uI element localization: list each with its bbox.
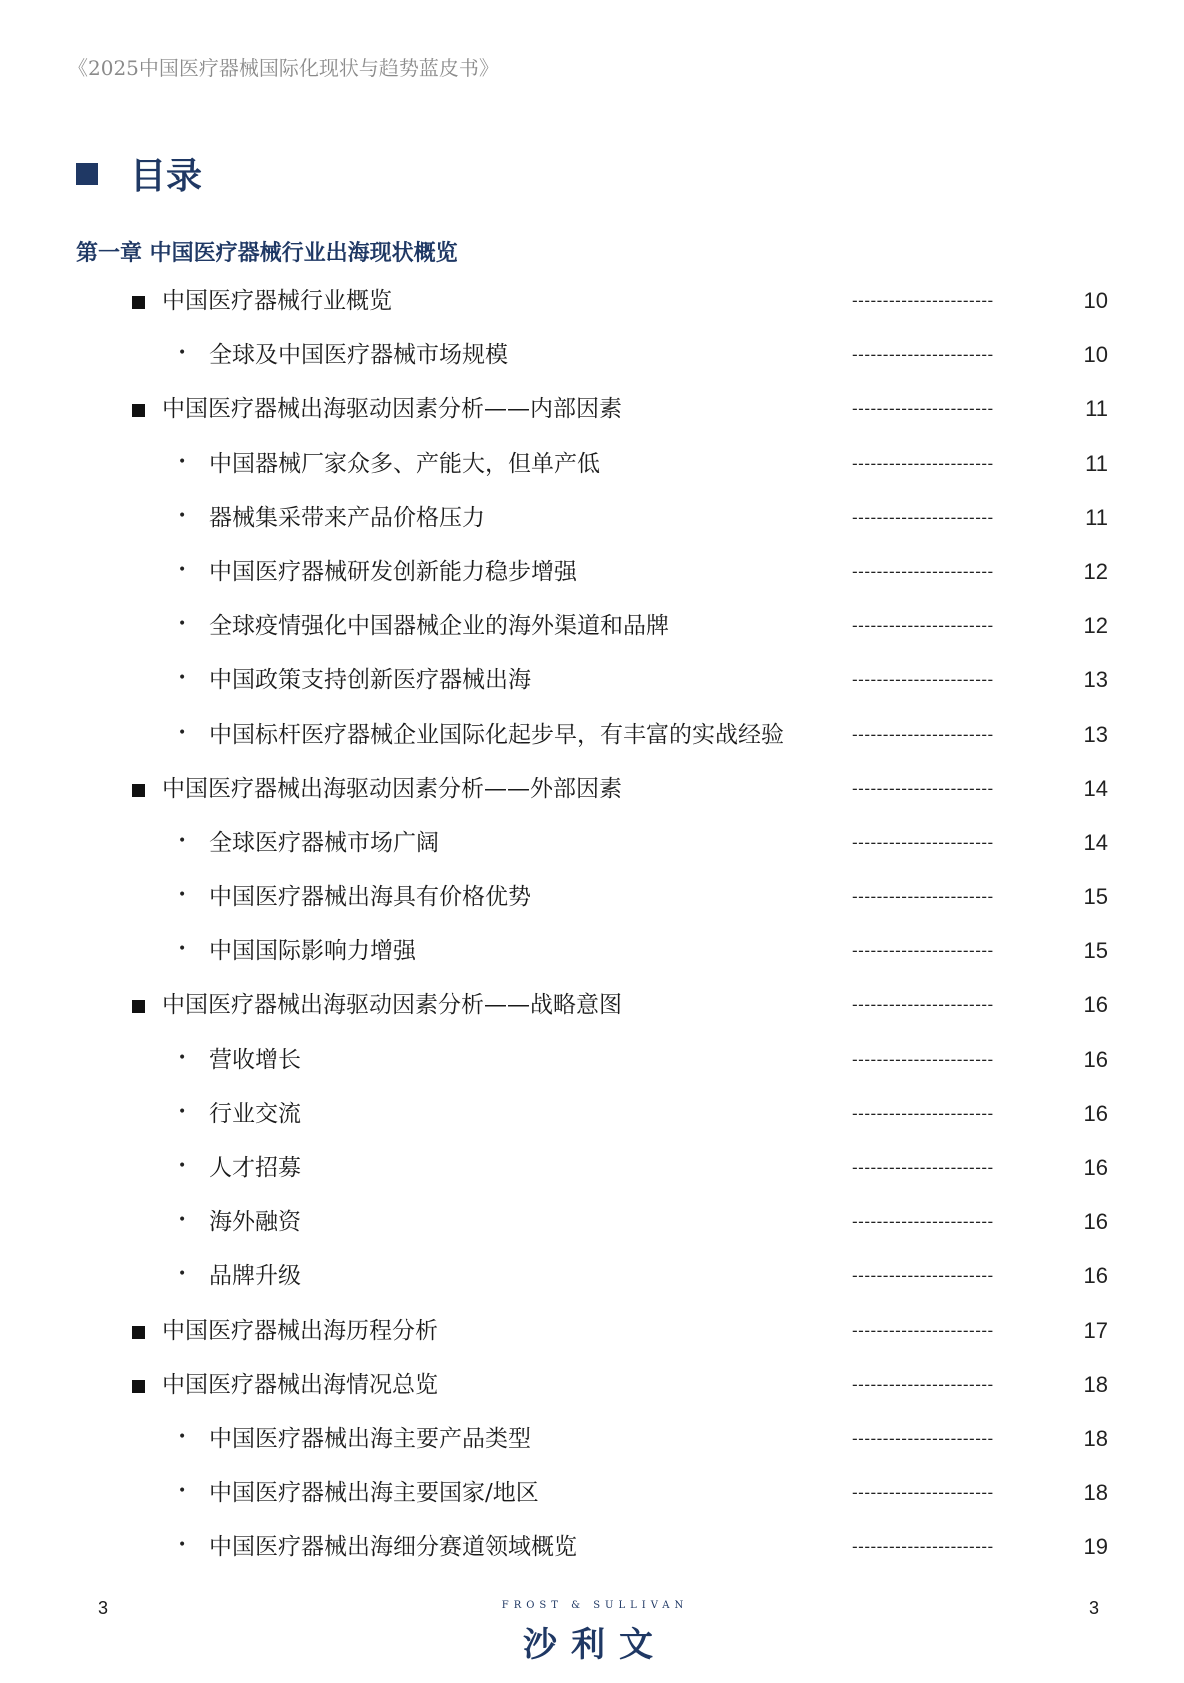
toc-entry-page: 14 (1083, 829, 1108, 855)
dot-bullet-icon: • (178, 1049, 187, 1066)
logo-chinese-text: 沙利文 (523, 1625, 667, 1665)
toc-leader-dots: ----------------------- (852, 1049, 994, 1069)
toc-entry-page: 17 (1083, 1317, 1108, 1343)
dot-bullet-icon: • (178, 887, 187, 904)
toc-entry[interactable] (0, 1370, 1184, 1424)
toc-entry-label: 中国医疗器械出海主要产品类型 (209, 1425, 531, 1452)
toc-entry[interactable] (0, 882, 1184, 936)
toc-entry-page: 11 (1085, 450, 1108, 476)
toc-entries (0, 286, 1184, 1587)
toc-entry-label: 品牌升级 (209, 1263, 301, 1290)
toc-entry-page: 11 (1085, 396, 1108, 422)
toc-leader-dots: ----------------------- (852, 1428, 994, 1448)
toc-leader-dots: ----------------------- (852, 345, 994, 365)
toc-entry-label: 中国医疗器械出海细分赛道领域概览 (209, 1534, 577, 1561)
toc-entry-label: 中国医疗器械出海具有价格优势 (209, 884, 531, 911)
heading-square-icon (76, 163, 98, 185)
toc-entry[interactable] (0, 503, 1184, 557)
toc-entry[interactable] (0, 720, 1184, 774)
toc-entry[interactable] (0, 611, 1184, 665)
toc-entry-label: 器械集采带来产品价格压力 (209, 504, 485, 531)
toc-entry-label: 中国国际影响力增强 (209, 938, 416, 965)
toc-entry-page: 16 (1083, 1100, 1108, 1126)
toc-entry-page: 15 (1083, 938, 1108, 964)
toc-entry[interactable] (0, 1316, 1184, 1370)
toc-entry[interactable] (0, 828, 1184, 882)
dot-bullet-icon: • (178, 670, 187, 687)
square-bullet-icon (132, 1380, 145, 1393)
toc-entry-label: 人才招募 (209, 1155, 301, 1181)
toc-entry-label: 中国医疗器械出海驱动因素分析——外部因素 (162, 775, 622, 802)
dot-bullet-icon: • (178, 1537, 187, 1554)
toc-leader-dots: ----------------------- (852, 1266, 994, 1286)
toc-leader-dots: ----------------------- (852, 941, 994, 961)
toc-entry[interactable] (0, 774, 1184, 828)
toc-entry[interactable] (0, 1153, 1184, 1207)
toc-entry[interactable] (0, 1099, 1184, 1153)
toc-entry-label: 中国医疗器械出海历程分析 (162, 1317, 438, 1344)
toc-entry-page: 10 (1083, 342, 1108, 368)
toc-entry-page: 16 (1083, 1046, 1108, 1072)
toc-entry[interactable] (0, 286, 1184, 340)
toc-entry-label: 中国医疗器械行业概览 (162, 288, 392, 314)
toc-leader-dots: ----------------------- (852, 778, 994, 798)
toc-entry[interactable] (0, 1045, 1184, 1099)
dot-bullet-icon: • (178, 1158, 187, 1174)
toc-leader-dots: ----------------------- (852, 724, 994, 744)
toc-entry-label: 中国医疗器械出海驱动因素分析——内部因素 (162, 396, 622, 423)
toc-entry[interactable] (0, 990, 1184, 1044)
toc-entry[interactable] (0, 449, 1184, 503)
toc-leader-dots: ----------------------- (852, 1320, 994, 1340)
toc-entry-page: 15 (1083, 884, 1108, 910)
dot-bullet-icon: • (178, 1266, 187, 1283)
square-bullet-icon (132, 296, 145, 309)
dot-bullet-icon: • (178, 345, 187, 362)
toc-entry-label: 营收增长 (209, 1046, 301, 1073)
toc-leader-dots: ----------------------- (852, 995, 994, 1015)
toc-leader-dots: ----------------------- (852, 887, 994, 907)
square-bullet-icon (132, 404, 145, 417)
toc-entry-page: 19 (1083, 1534, 1108, 1560)
dot-bullet-icon: • (178, 724, 187, 741)
toc-leader-dots: ----------------------- (852, 291, 994, 310)
toc-leader-dots: ----------------------- (852, 1374, 994, 1394)
toc-entry-page: 18 (1083, 1371, 1108, 1397)
dot-bullet-icon: • (178, 1103, 187, 1120)
toc-leader-dots: ----------------------- (852, 1483, 994, 1503)
toc-leader-dots: ----------------------- (852, 1158, 994, 1177)
toc-entry-page: 16 (1083, 1209, 1108, 1235)
dot-bullet-icon: • (178, 616, 187, 633)
toc-leader-dots: ----------------------- (852, 616, 994, 636)
toc-entry-page: 16 (1083, 992, 1108, 1018)
square-bullet-icon (132, 784, 145, 797)
toc-entry-page: 18 (1083, 1425, 1108, 1451)
toc-entry-label: 全球疫情强化中国器械企业的海外渠道和品牌 (209, 613, 669, 640)
toc-entry-label: 中国器械厂家众多、产能大，但单产低 (209, 450, 600, 477)
dot-bullet-icon: • (178, 1428, 187, 1445)
toc-entry-page: 11 (1085, 504, 1108, 530)
toc-entry-page: 16 (1083, 1263, 1108, 1289)
toc-entry[interactable] (0, 1424, 1184, 1478)
toc-leader-dots: ----------------------- (852, 453, 994, 473)
toc-entry[interactable] (0, 1478, 1184, 1532)
toc-entry-label: 全球医疗器械市场广阔 (209, 829, 439, 856)
toc-entry[interactable] (0, 665, 1184, 719)
toc-entry[interactable] (0, 1532, 1184, 1586)
dot-bullet-icon: • (178, 1212, 187, 1229)
square-bullet-icon (132, 1326, 145, 1339)
toc-entry-label: 海外融资 (209, 1209, 301, 1236)
toc-entry-page: 12 (1083, 613, 1108, 639)
toc-entry-page: 10 (1083, 288, 1108, 313)
toc-entry-page: 13 (1083, 721, 1108, 747)
dot-bullet-icon: • (178, 832, 187, 849)
toc-entry-page: 16 (1083, 1155, 1108, 1180)
toc-leader-dots: ----------------------- (852, 670, 994, 690)
toc-entry-page: 12 (1083, 558, 1108, 584)
toc-entry[interactable] (0, 1261, 1184, 1315)
toc-leader-dots: ----------------------- (852, 832, 994, 852)
toc-entry-label: 中国医疗器械出海主要国家/地区 (209, 1480, 539, 1507)
toc-entry[interactable] (0, 557, 1184, 611)
toc-entry[interactable] (0, 340, 1184, 394)
toc-leader-dots: ----------------------- (852, 561, 994, 581)
frost-sullivan-logo (500, 1600, 690, 1666)
toc-entry-label: 中国医疗器械研发创新能力稳步增强 (209, 558, 577, 585)
toc-entry-label: 中国医疗器械出海情况总览 (162, 1371, 438, 1398)
toc-entry-label: 行业交流 (209, 1100, 301, 1127)
toc-entry[interactable] (0, 936, 1184, 990)
toc-entry-page: 14 (1083, 775, 1108, 801)
toc-leader-dots: ----------------------- (852, 1212, 994, 1232)
toc-heading (76, 148, 202, 199)
chapter-title: 第一章 中国医疗器械行业出海现状概览 (76, 240, 458, 266)
toc-entry-label: 全球及中国医疗器械市场规模 (209, 342, 508, 369)
report-title: 《2025中国医疗器械国际化现状与趋势蓝皮书》 (68, 56, 499, 80)
toc-leader-dots: ----------------------- (852, 399, 994, 419)
toc-leader-dots: ----------------------- (852, 507, 994, 527)
dot-bullet-icon: • (178, 507, 187, 524)
toc-leader-dots: ----------------------- (852, 1537, 994, 1557)
toc-entry[interactable] (0, 1207, 1184, 1261)
dot-bullet-icon: • (178, 1483, 187, 1500)
toc-entry-page: 18 (1083, 1480, 1108, 1506)
dot-bullet-icon: • (178, 453, 187, 470)
toc-heading-text: 目录 (130, 155, 203, 197)
toc-leader-dots: ----------------------- (852, 1103, 994, 1123)
toc-entry[interactable] (0, 394, 1184, 448)
page-number-right: 3 (1089, 1598, 1100, 1618)
dot-bullet-icon: • (178, 561, 187, 578)
toc-entry-label: 中国医疗器械出海驱动因素分析——战略意图 (162, 992, 622, 1019)
logo-english-text: FROST & SULLIVAN (501, 1600, 689, 1611)
dot-bullet-icon: • (178, 941, 187, 958)
toc-entry-label: 中国标杆医疗器械企业国际化起步早，有丰富的实战经验 (209, 721, 784, 748)
square-bullet-icon (132, 1000, 145, 1013)
toc-entry-label: 中国政策支持创新医疗器械出海 (209, 667, 531, 694)
toc-entry-page: 13 (1083, 667, 1108, 693)
page-number-left: 3 (98, 1598, 109, 1618)
